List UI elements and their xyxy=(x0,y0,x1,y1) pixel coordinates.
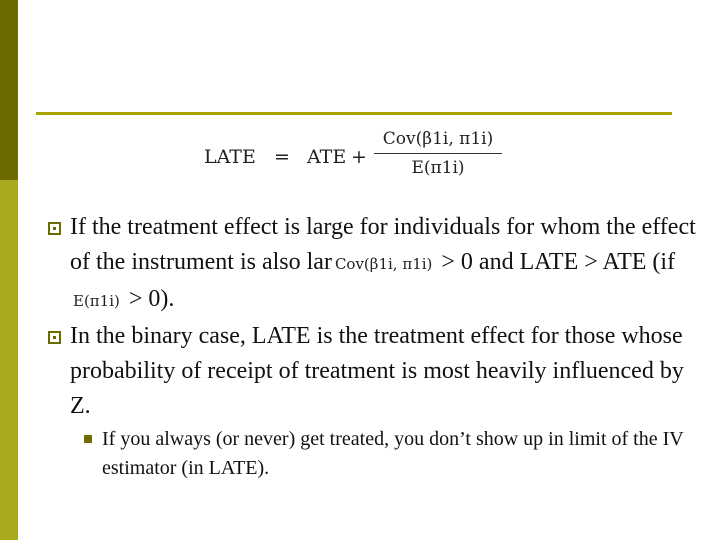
formula-denominator: E(π1i) xyxy=(411,158,465,178)
sub-bullet-item xyxy=(84,425,684,483)
formula-fraction xyxy=(374,128,502,179)
inline-math-cov: Cov(β1i, π1i) xyxy=(332,255,435,273)
inline-math-expectation: E(π1i) xyxy=(70,292,123,310)
square-bullet-icon xyxy=(84,435,92,443)
bullet-text-after: > 0). xyxy=(128,286,175,312)
bullet-marker-icon xyxy=(48,222,61,235)
bullet-text-middle: > 0 and LATE > ATE (if xyxy=(441,249,676,275)
formula-numerator: Cov(β1i, π1i) xyxy=(382,129,494,149)
fraction-bar xyxy=(374,153,502,154)
sub-bullet-text: If you always (or never) get treated, you don’t show up in limit of the IV estimator (in LATE). xyxy=(102,428,684,479)
formula-ate: ATE xyxy=(307,146,347,168)
title-rule xyxy=(36,112,672,115)
formula-lhs: LATE xyxy=(204,146,256,168)
formula-equals: = xyxy=(274,146,290,168)
left-bar-light xyxy=(0,180,18,540)
bullet-list xyxy=(48,210,708,424)
bullet-marker-icon xyxy=(48,331,61,344)
bullet-item xyxy=(48,210,708,319)
bullet-text: In the binary case, LATE is the treatment effect for those whose probability of receipt of treatment is most heavily influenced by Z. xyxy=(70,323,684,419)
left-bar-dark xyxy=(0,0,18,180)
bullet-text-before: If the treatment effect is large for individuals for whom the effect of the instrument is also lar xyxy=(70,214,696,275)
sub-bullet-list xyxy=(84,425,684,483)
bullet-item xyxy=(48,319,708,424)
formula-plus: + xyxy=(351,146,367,168)
